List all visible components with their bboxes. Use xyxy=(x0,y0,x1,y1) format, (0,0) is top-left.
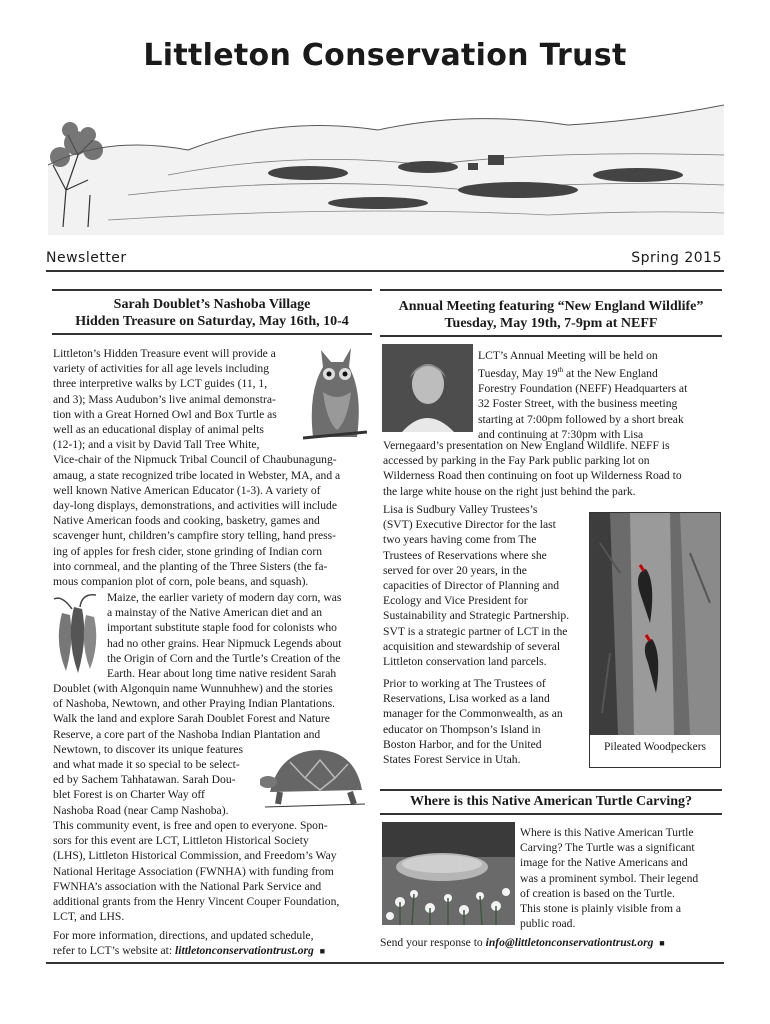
text-line: was a prominent symbol. Their legend xyxy=(520,871,699,885)
right-headline-underline xyxy=(380,335,722,337)
text-line xyxy=(478,363,723,381)
text-line: This community event, is free and open to everyone. Spon- xyxy=(53,819,328,832)
text-line: blet Forest is on Charter Way off xyxy=(53,788,205,802)
text-line: ing of apples for fresh cider, stone grinding of Indian corn xyxy=(53,544,323,558)
text-line: acquisition and stewardship of several xyxy=(383,639,561,653)
text-line: Littleton conservation land parcels. xyxy=(383,655,547,669)
text-line: public road. xyxy=(520,917,576,931)
more-info xyxy=(53,928,383,959)
text-line: a mainstay of the Native American diet and an xyxy=(107,606,323,620)
left-headline xyxy=(52,296,372,330)
text-line: Trustees of Reservations where she xyxy=(383,548,547,562)
end-mark-icon: ■ xyxy=(659,938,665,948)
text-line: and continuing at 7:30pm with Lisa xyxy=(478,427,644,441)
text-line: variety of activities for all age levels including xyxy=(53,362,270,376)
text-line: and what made it so special to be select- xyxy=(53,758,240,772)
left-headline-line2: Hidden Treasure on Saturday, May 16th, 10-4 xyxy=(75,314,349,329)
text-line: Prior to working at The Trustees of xyxy=(383,677,546,690)
turtle-headline-rule xyxy=(380,789,722,791)
text-line: Lisa is Sudbury Valley Trustees’s xyxy=(383,503,538,516)
text-line: LCT, and LHS. xyxy=(53,910,125,924)
text-line: had no other grains. Hear Nipmuck Legends about xyxy=(107,636,342,650)
text-line: well known Native American Educator (1-3). A variety of xyxy=(53,483,321,497)
woodpecker-photo-frame xyxy=(589,512,721,768)
turtle-headline-underline xyxy=(380,813,722,815)
website-link[interactable]: littletonconservationtrust.org xyxy=(175,944,314,958)
text-line: tion with a Great Horned Owl and Box Turtle as xyxy=(53,407,277,421)
text-line: Reservations, Lisa worked as a land xyxy=(383,692,550,706)
right-headline xyxy=(380,298,722,332)
issue-date: Spring 2015 xyxy=(631,250,722,266)
text-line: Boston Harbor, and for the United xyxy=(383,737,542,751)
text-line: the large white house on the right just behind the park. xyxy=(383,484,636,498)
left-paragraph-1 xyxy=(53,346,373,589)
left-headline-underline xyxy=(52,333,372,335)
left-headline-rule xyxy=(52,289,372,291)
text-line: starting at 7:00pm followed by a short break xyxy=(478,412,684,426)
text-line: additional grants from the Henry Vincent Couper Foundation, xyxy=(53,895,340,909)
text-line: FWNHA’s association with the National Park Service and xyxy=(53,879,322,893)
turtle-response-line xyxy=(380,935,725,951)
text-line: Reserve, a core part of the Nashoba Indian Plantation and xyxy=(53,727,321,741)
right-headline-line2: Tuesday, May 19th, 7-9pm at NEFF xyxy=(444,316,658,331)
text-line: Where is this Native American Turtle xyxy=(520,826,694,839)
text-line: (SVT) Executive Director for the last xyxy=(383,518,556,532)
text-line: accessed by parking in the Fay Park public parking lot on xyxy=(383,454,650,468)
website-line xyxy=(53,943,383,959)
text-line: Sustainability and Strategic Partnership. xyxy=(383,609,570,623)
text-line: mous companion plot of corn, pole beans, and squash). xyxy=(53,575,309,589)
turtle-text xyxy=(520,825,725,931)
left-paragraph-3 xyxy=(53,818,373,924)
text-line: capacities of Director of Planning and xyxy=(383,579,560,593)
text-line: Carving? The Turtle was a significant xyxy=(520,841,695,855)
text-line: (LHS), Littleton Historical Commission, and Freedom’s Way xyxy=(53,849,337,863)
text-line: Newtown, to discover its unique features xyxy=(53,742,243,756)
date-text: Tuesday, May 19 xyxy=(478,367,558,381)
text-line: Walk the land and explore Sarah Doublet Forest and Nature xyxy=(53,712,330,726)
newsletter-label: Newsletter xyxy=(46,250,127,266)
text-line: educator on Thompson’s Island in xyxy=(383,722,541,736)
text-line: day-long displays, demonstrations, and activities will include xyxy=(53,499,337,513)
pileated-woodpeckers-photo xyxy=(590,513,720,735)
response-prefix: Send your response to xyxy=(380,936,486,949)
left-paragraph-2-top xyxy=(107,590,372,681)
text-line: amaug, a state recognized tribe located in Webster, MA, and a xyxy=(53,468,341,482)
text-line: Doublet (with Algonquin name Wunnuhhew) and the stories xyxy=(53,682,333,695)
text-line: Native American foods and cooking, basketry, games and xyxy=(53,514,320,528)
text-line: Vernegaard’s presentation on New England Wildlife. NEFF is xyxy=(383,439,670,452)
text-line: National Heritage Association (FWNHA) with funding from xyxy=(53,864,334,878)
turtle-headline: Where is this Native American Turtle Carving? xyxy=(409,794,693,809)
text-line: Earth. Hear about long time native resident Sarah xyxy=(107,667,337,681)
woodpecker-photo-caption: Pileated Woodpeckers xyxy=(603,741,706,753)
text-line: two years having come from The xyxy=(383,533,537,547)
right-headline-rule xyxy=(380,289,722,291)
text-line: scavenger hunt, children’s campfire story telling, hand press- xyxy=(53,529,336,543)
right-paragraph-3 xyxy=(383,676,588,767)
text-line: Vice-chair of the Nipmuck Tribal Council of Chaubunagung- xyxy=(53,453,337,467)
text-line: Littleton’s Hidden Treasure event will provide a xyxy=(53,347,276,360)
text-line: Forestry Foundation (NEFF) Headquarters at xyxy=(478,382,688,396)
masthead-rule xyxy=(46,270,724,272)
box-turtle-drawing xyxy=(260,742,370,812)
text-line: sors for this event are LCT, Littleton Historical Society xyxy=(53,834,309,848)
end-mark-icon: ■ xyxy=(319,946,326,957)
newsletter-title: Littleton Conservation Trust xyxy=(143,38,627,73)
text-line: This stone is plainly visible from a xyxy=(520,902,682,916)
right-paragraph-1-top xyxy=(478,348,723,442)
text-line: into cornmeal, and the planting of the Three Sisters (the fa- xyxy=(53,559,328,573)
text-line: and 3); Mass Audubon’s live animal demonstra- xyxy=(53,392,276,406)
text-line: of creation is based on the Turtle. xyxy=(520,886,675,900)
text-line: the Origin of Corn and the Turtle’s Creation of the xyxy=(107,651,341,665)
text-line: Nashoba Road (near Camp Nashoba). xyxy=(53,803,229,817)
website-prefix: refer to LCT’s website at: xyxy=(53,944,176,958)
indian-corn-drawing xyxy=(52,593,102,675)
text-line: served for over 20 years, in the xyxy=(383,563,527,577)
text-span: at the New England xyxy=(563,367,658,381)
text-line: well as an educational display of animal pelts xyxy=(53,423,264,437)
footer-rule xyxy=(46,962,724,964)
text-line: (12-1); and a visit by David Tall Tree White, xyxy=(53,438,260,452)
text-line: three interpretive walks by LCT guides (11, 1, xyxy=(53,377,268,391)
text-line: Wilderness Road then continuing on foot up Wilderness Road to xyxy=(383,469,682,483)
text-line: LCT’s Annual Meeting will be held on xyxy=(478,349,658,362)
text-line: For more information, directions, and updated schedule, xyxy=(53,929,314,942)
text-line: ed by Sachem Tahhatawan. Sarah Dou- xyxy=(53,773,236,787)
text-line: of Nashoba, Newtown, and other Praying Indian Plantations. xyxy=(53,697,336,711)
text-line: image for the Native Americans and xyxy=(520,856,688,870)
right-headline-line1: Annual Meeting featuring “New England Wildlife” xyxy=(398,299,704,314)
text-line: important substitute staple food for colonists who xyxy=(107,621,337,635)
landscape-banner-illustration xyxy=(48,95,724,235)
text-line: Ecology and Vice President for xyxy=(383,594,528,608)
ordinal-suffix: th xyxy=(557,366,564,375)
turtle-carving-photo xyxy=(382,822,515,925)
text-line: SVT is a strategic partner of LCT in the xyxy=(383,624,568,638)
text-line: 32 Foster Street, with the business meeting xyxy=(478,397,678,411)
email-link[interactable]: info@littletonconservationtrust.org xyxy=(485,936,654,949)
lisa-vernegaard-portrait xyxy=(382,344,473,432)
right-paragraph-2 xyxy=(383,502,588,669)
text-line: manager for the Commonwealth, as an xyxy=(383,707,563,721)
left-headline-line1: Sarah Doublet’s Nashoba Village xyxy=(113,297,311,312)
text-line: States Forest Service in Utah. xyxy=(383,753,521,767)
text-line: Maize, the earlier variety of modern day corn, was xyxy=(107,591,342,604)
right-paragraph-1-bottom xyxy=(383,438,728,499)
